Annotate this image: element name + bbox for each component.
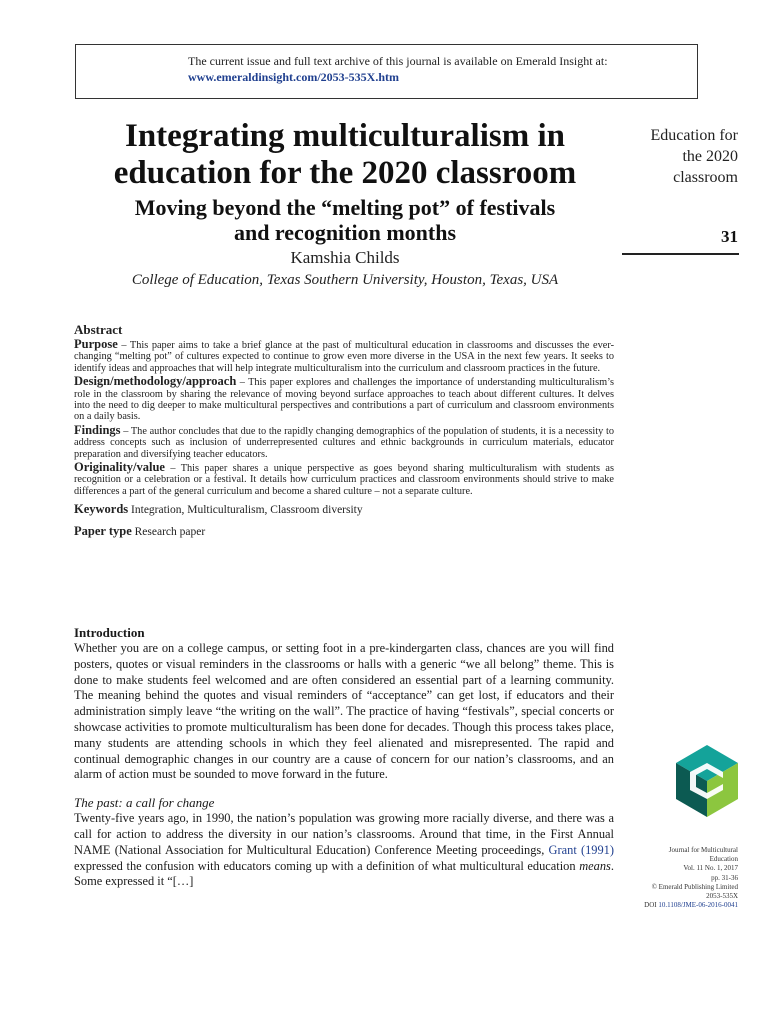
author-affiliation: College of Education, Texas Southern University, Houston, Texas, USA xyxy=(131,272,559,288)
paper-type-text: Research paper xyxy=(131,526,206,539)
abstract-findings xyxy=(74,422,614,460)
abstract-purpose-label: Purpose xyxy=(74,337,118,351)
emerald-logo-icon xyxy=(676,745,738,817)
access-notice-text: The current issue and full text archive of this journal is available on Emerald Insight at: xyxy=(188,54,608,68)
author-name: Kamshia Childs xyxy=(290,248,400,267)
article-subtitle xyxy=(70,195,620,245)
running-head-rule xyxy=(622,253,739,255)
article-title-line-1: Integrating multiculturalism in xyxy=(124,118,565,154)
abstract-heading: Abstract xyxy=(74,322,123,337)
past-text-middle: expressed the confusion with educators coming up with a definition of what multicultural education xyxy=(74,858,580,873)
abstract-design-text: – This paper explores and challenges the importance of understanding multiculturalism’s role in the classroom by sharing the relevance of moving beyond surface approaches to teach about different cultures. It delves into the need to dig deeper to make multicultural perspectives and contributions a part of curriculum and classroom environments on a daily basis. xyxy=(74,377,614,423)
paper-type-label: Paper type xyxy=(74,524,132,539)
journal-volume: Vol. 11 No. 1, 2017 xyxy=(683,864,738,873)
keywords-text: Integration, Multiculturalism, Classroom diversity xyxy=(128,504,363,517)
past-emphasis: means xyxy=(579,858,611,873)
citation-grant-1991[interactable]: Grant (1991) xyxy=(548,842,615,857)
abstract-section xyxy=(74,322,614,542)
abstract-purpose xyxy=(74,339,614,374)
journal-name-cont: Education xyxy=(709,855,738,864)
keywords-label: Keywords xyxy=(74,502,129,517)
running-head xyxy=(610,125,738,188)
article-title-line-2: education for the 2020 classroom xyxy=(113,155,577,191)
past-section-paragraph xyxy=(74,811,614,890)
abstract-originality xyxy=(74,462,614,497)
abstract-findings-label: Findings xyxy=(74,422,121,437)
body-text xyxy=(74,625,614,890)
past-section-heading: The past: a call for change xyxy=(74,795,215,811)
journal-archive-link[interactable]: www.emeraldinsight.com/2053-535X.htm xyxy=(188,70,399,84)
access-notice xyxy=(188,53,608,85)
journal-info xyxy=(614,846,738,910)
abstract-design-label: Design/methodology/approach xyxy=(74,374,237,389)
journal-doi xyxy=(614,901,738,910)
article-subtitle-line-2: and recognition months xyxy=(233,220,457,245)
access-notice-box xyxy=(75,44,698,99)
past-text-end: . Some expressed it “[…] xyxy=(74,858,614,889)
introduction-paragraph: Whether you are on a college campus, or setting foot in a pre-kindergarten class, chances are you will find posters, quotes or visual reminders in the classrooms or halls with a generic “we all belong” theme. This is done to make students feel welcomed and are often considered an essential part of a learning community. The meaning behind the quotes and visual reminders of “acceptance” can get lost, if educators and their administration simply leave “the writing on the wall”. The practice of having “festivals”, special concerts or showcase activities to promote multiculturalism has been done for decades. Though this process takes place, many students are attending schools in which they feel alienated and misrepresented. The rapid and continual demographic changes in our country are a cause of concern for our nation’s classrooms, and an alarm of action must be sounded to move forward in the future. xyxy=(74,641,614,782)
past-text-start: Twenty-five years ago, in 1990, the nation’s population was growing more racially diverse, and there was a call for action to address the diversity in our nation’s classrooms. Around that time, in the First Annual NAME (National Association for Multicultural Education) Conference Meeting proceedings, xyxy=(74,811,614,857)
journal-pages: pp. 31-36 xyxy=(711,873,738,882)
introduction-heading: Introduction xyxy=(74,625,145,640)
abstract-purpose-text: – This paper aims to take a brief glance at the past of multicultural education in classrooms and discusses the ever-changing “melting pot” of cultures expected to continue to grow even more diverse in the USA in the next few years. It seeks to identify ideas and approaches that will help integrate multiculturalism into the curriculum and classroom practices in the future. xyxy=(74,340,614,374)
keywords xyxy=(74,499,614,520)
abstract-originality-text: – This paper shares a unique perspective as goes beyond sharing multiculturalism with students as recognition or a celebration or a festival. It details how curriculum practices and classroom environments should strive to make differences a part of the general curriculum and become a shared culture – not a separate culture. xyxy=(74,463,614,497)
paper-type xyxy=(74,521,614,542)
abstract-originality-label: Originality/value xyxy=(74,460,165,475)
running-head-line-1: Education for xyxy=(650,127,738,144)
page-number: 31 xyxy=(721,227,738,246)
doi-label: DOI xyxy=(644,901,659,910)
abstract-findings-text: – The author concludes that due to the rapidly changing demographics of the population of students, it is a necessity to address concepts such as inclusion of underrepresented cultures and ethnic backgrounds in curriculum materials, educator preparation and diversifying teacher educators. xyxy=(74,425,614,460)
abstract-design xyxy=(74,376,614,423)
journal-name: Journal for Multicultural xyxy=(668,846,738,854)
doi-link[interactable]: 10.1108/JME-06-2016-0041 xyxy=(658,901,738,910)
article-title xyxy=(70,118,620,192)
article-subtitle-line-1: Moving beyond the “melting pot” of festivals xyxy=(134,195,556,220)
running-head-line-3: classroom xyxy=(673,169,738,186)
running-head-line-2: the 2020 xyxy=(682,148,738,165)
journal-issn: 2053-535X xyxy=(706,892,738,901)
journal-copyright: © Emerald Publishing Limited xyxy=(651,882,738,891)
